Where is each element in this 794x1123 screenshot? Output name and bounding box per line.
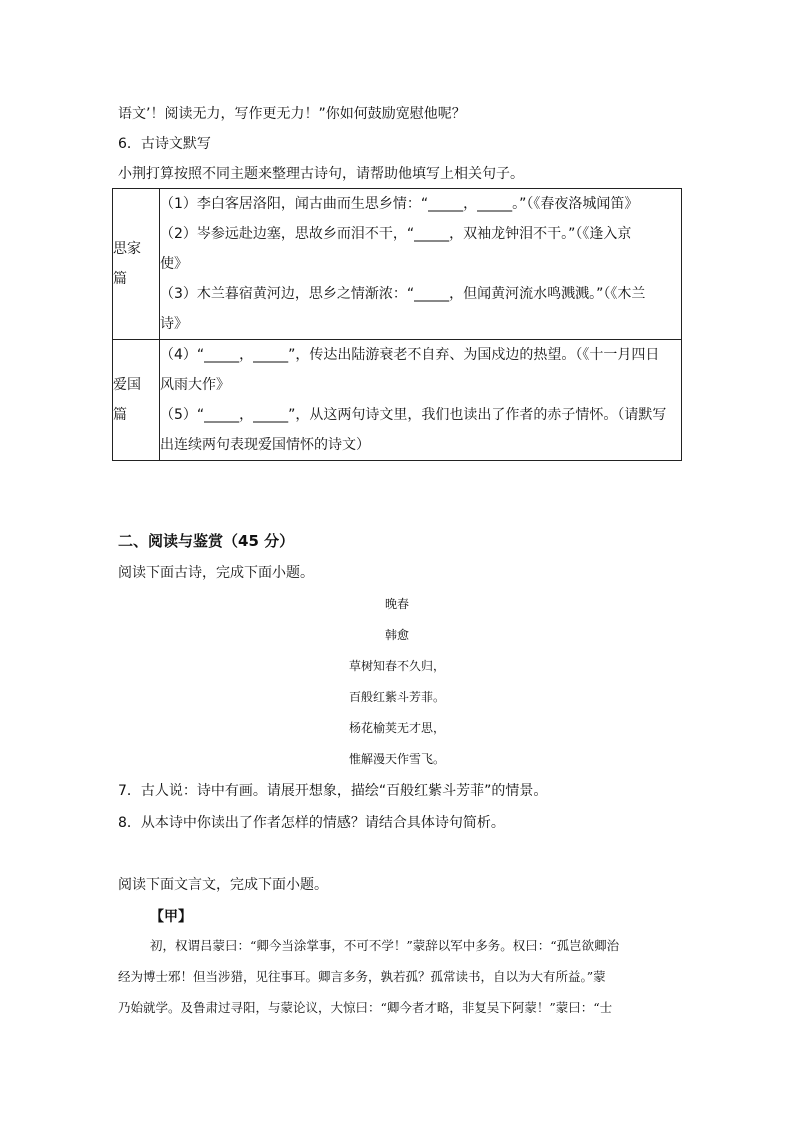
fill-item: （4）“_____，_____”，传达出陆游衰老不自弃、为国戍边的热望。（《十一月四日 — [160, 347, 660, 363]
table-row — [113, 340, 682, 461]
category-label: 爱国 — [113, 377, 141, 393]
poem-instruction: 阅读下面古诗，完成下面小题。 — [118, 565, 314, 581]
classical-line: 乃始就学。及鲁肃过寻阳，与蒙论议，大惊曰：“卿今者才略，非复吴下阿蒙！”蒙曰：“士 — [118, 1000, 613, 1015]
items-cell — [160, 189, 682, 340]
items-cell — [160, 340, 682, 461]
classical-line: 经为博士邪！但当涉猎，见往事耳。卿言多务，孰若孤？孤常读书，自以为大有所益。”蒙 — [118, 969, 606, 984]
poem-line: 惟解漫天作雪飞。 — [348, 752, 445, 766]
poem-title: 晚春 — [384, 597, 409, 611]
category-label: 篇 — [113, 407, 127, 423]
section-heading: 二、阅读与鉴赏（45 分） — [118, 532, 295, 550]
fill-item: （5）“_____，_____”，从这两句诗文里，我们也读出了作者的赤子情怀。（请默写 — [160, 407, 667, 423]
poem-author: 韩愈 — [384, 628, 409, 642]
fill-item-cont: 使》 — [160, 256, 188, 272]
fill-item-cont: 出连续两句表现爱国情怀的诗文） — [160, 437, 370, 453]
fill-item-cont: 诗》 — [160, 316, 188, 332]
q6-instruction: 小荆打算按照不同主题来整理古诗句，请帮助他填写上相关句子。 — [118, 166, 524, 182]
category-label: 篇 — [113, 271, 127, 287]
classical-instruction: 阅读下面文言文，完成下面小题。 — [118, 877, 328, 893]
category-cell — [113, 189, 160, 340]
classical-line: 初，权谓吕蒙曰：“卿今当涂掌事，不可不学！”蒙辞以军中多务。权曰：“孤岂欲卿治 — [150, 938, 620, 953]
question-8: 8．从本诗中你读出了作者怎样的情感？请结合具体诗句简析。 — [118, 815, 505, 831]
intro-line: 语文’！阅读无力，写作更无力！”你如何鼓励宽慰他呢？ — [118, 106, 466, 122]
category-label: 思家 — [113, 241, 141, 257]
fill-item-cont: 风雨大作》 — [160, 377, 230, 393]
poem-line: 杨花榆荚无才思， — [348, 721, 445, 735]
category-cell — [113, 340, 160, 461]
poem-line: 草树知春不久归， — [348, 659, 445, 673]
table-row — [113, 189, 682, 340]
fill-item: （1）李白客居洛阳，闻古曲而生思乡情：“_____，_____。”（《春夜洛城闻笛》 — [160, 196, 639, 212]
passage-label-jia: 【甲】 — [150, 909, 192, 925]
poem-line: 百般红紫斗芳菲。 — [348, 690, 445, 704]
fill-item: （2）岑参远赴边塞，思故乡而泪不干，“_____，双袖龙钟泪不干。”（《逢入京 — [160, 226, 632, 242]
poem-category-table — [112, 188, 682, 461]
fill-item: （3）木兰暮宿黄河边，思乡之情渐浓：“_____，但闻黄河流水鸣溅溅。”（《木兰 — [160, 286, 646, 302]
q6-title: 6．古诗文默写 — [118, 136, 211, 152]
question-7: 7．古人说：诗中有画。请展开想象，描绘“百般红紫斗芳菲”的情景。 — [118, 783, 548, 799]
